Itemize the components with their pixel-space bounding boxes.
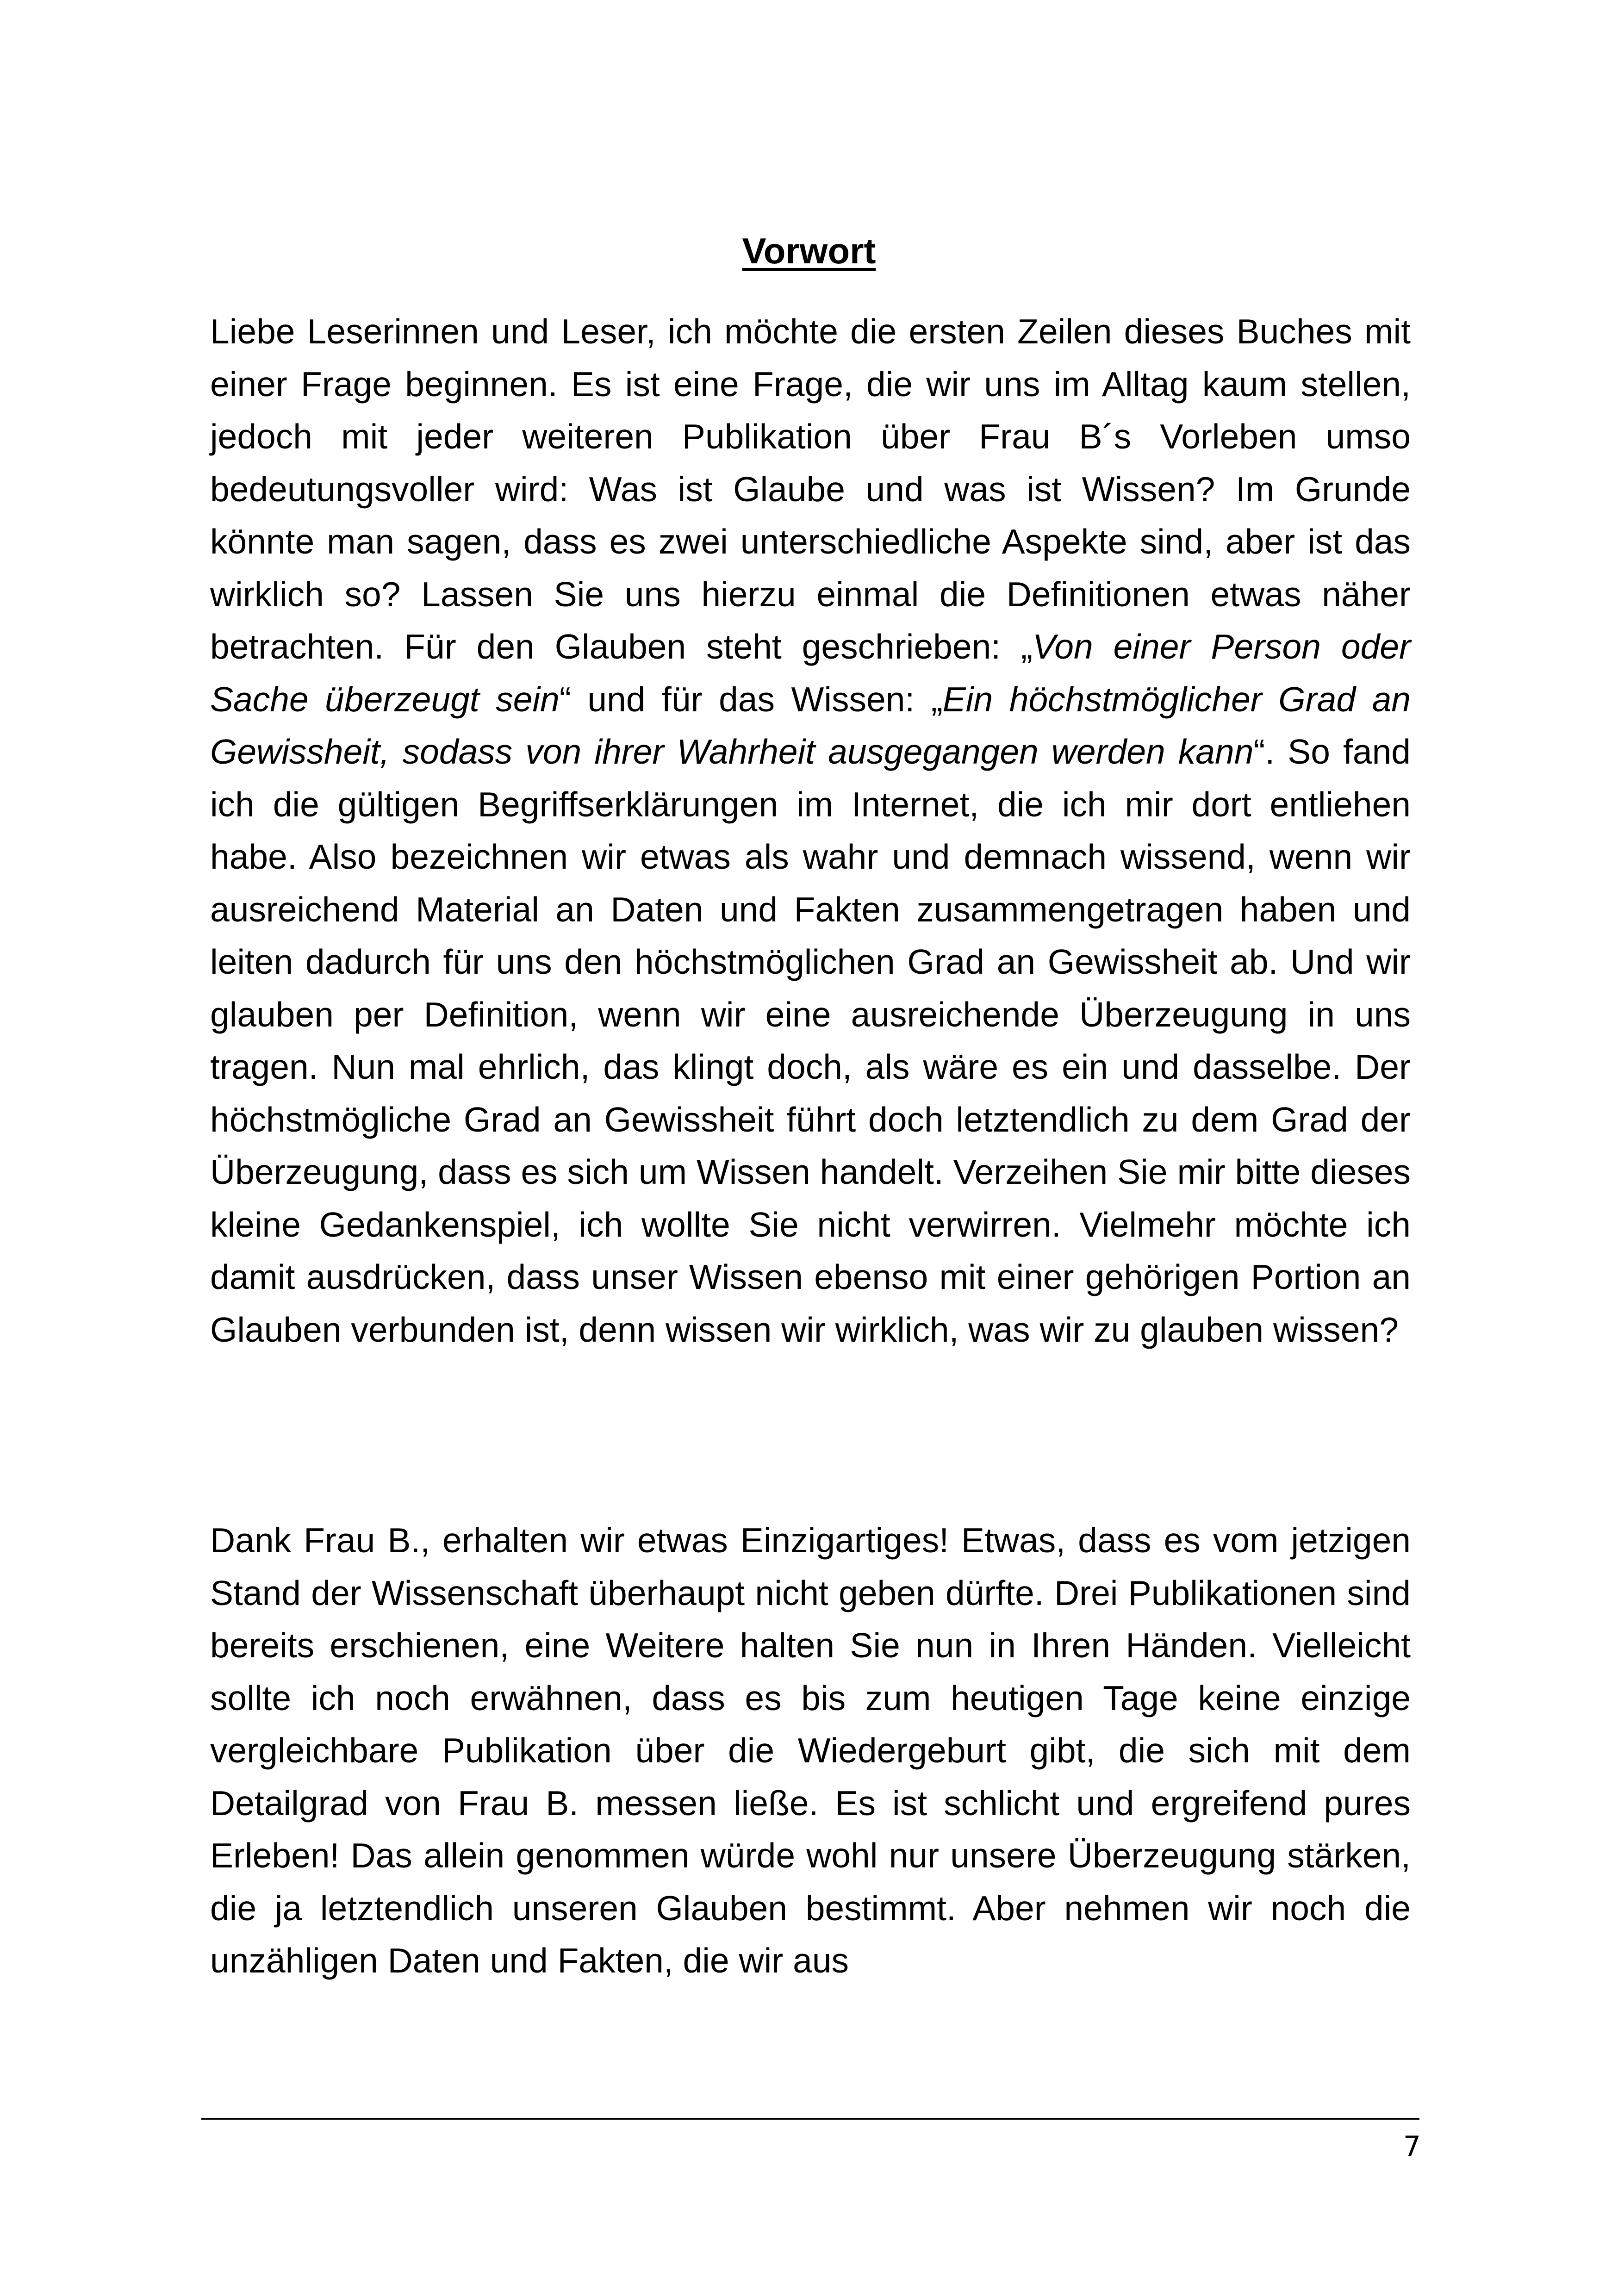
body-paragraph-2 [210,1514,1411,1987]
text-segment: “. So fand ich die gültigen Begriffserklärungen im Internet, die ich mir dort entliehen habe. Also bezeichnen wir etwas als wahr und demnach wissend, wenn wir ausreichend Material an Daten und Fakten zusammengetragen haben und leiten dadurch für uns den höchstmöglichen Grad an Gewissheit ab. Und wir glauben per Definition, wenn wir eine ausreichende Überzeugung in uns tragen. Nun mal ehrlich, das klingt doch, als wäre es ein und dasselbe. Der höchstmögliche Grad an Gewissheit führt doch letztendlich zu dem Grad der Überzeugung, dass es sich um Wissen handelt. Verzeihen Sie mir bitte dieses kleine Gedankenspiel, ich wollte Sie nicht verwirren. Vielmehr möchte ich damit ausdrücken, dass unser Wissen ebenso mit einer gehörigen Portion an Glauben verbunden ist, denn wissen wir wirklich, was wir zu glauben wissen? [210,732,1411,1349]
page-title: Vorwort [742,230,876,272]
wissen-definition-quote: Ein höchstmöglicher Grad an Gewissheit, sodass von ihrer Wahrheit ausgegangen werden kann [210,679,1411,771]
page-number: 7 [1403,2130,1421,2163]
body-paragraph-1 [210,305,1411,1356]
footer-divider [201,2118,1419,2120]
text-segment: Liebe Leserinnen und Leser, ich möchte die ersten Zeilen dieses Buches mit einer Frage beginnen. Es ist eine Frage, die wir uns im Alltag kaum stellen, jedoch mit jeder weiteren Publikation über Frau B´s Vorleben umso bedeutungsvoller wird: Was ist Glaube und was ist Wissen? Im Grunde könnte man sagen, dass es zwei unterschiedliche Aspekte sind, aber ist das wirklich so? Lassen Sie uns hierzu einmal die Definitionen etwas näher betrachten. Für den Glauben steht geschrieben: „ [210,312,1411,666]
glaube-definition-quote: Von einer Person oder Sache überzeugt sein [210,627,1411,719]
paragraph-text [210,305,1411,1356]
text-segment: “ und für das Wissen: „ [559,679,943,719]
paragraph-text: Dank Frau B., erhalten wir etwas Einzigartiges! Etwas, dass es vom jetzigen Stand der Wissenschaft überhaupt nicht geben dürfte. Drei Publikationen sind bereits erschienen, eine Weitere halten Sie nun in Ihren Händen. Vielleicht sollte ich noch erwähnen, dass es bis zum heutigen Tage keine einzige vergleichbare Publikation über die Wiedergeburt gibt, die sich mit dem Detailgrad von Frau B. messen ließe. Es ist schlicht und ergreifend pures Erleben! Das allein genommen würde wohl nur unsere Überzeugung stärken, die ja letztendlich unseren Glauben bestimmt. Aber nehmen wir noch die unzähligen Daten und Fakten, die wir aus [210,1521,1411,1980]
